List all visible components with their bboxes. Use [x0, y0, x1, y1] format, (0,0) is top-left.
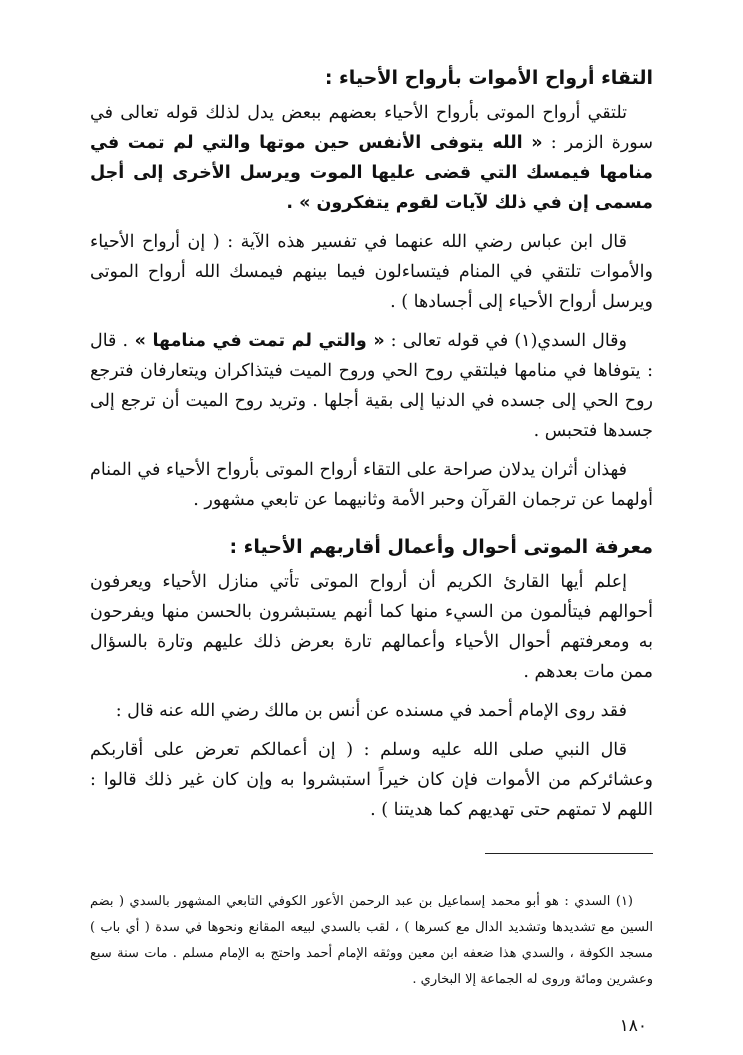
suddi-lead-text: وقال السدي(١) في قوله تعالى :	[384, 331, 627, 351]
section-heading-dead-knowing: معرفة الموتى أحوال وأعمال أقاربهم الأحياء :	[229, 536, 653, 558]
paragraph-suddi	[90, 326, 653, 446]
paragraph-intro-text: تلتقي أرواح الموتى بأرواح الأحياء بعضهم ببعض يدل لذلك قوله تعالى في سورة الزمر :	[90, 103, 653, 153]
paragraph-hadith: قال النبي صلى الله عليه وسلم : ( إن أعمالكم تعرض على أقاربكم وعشائركم من الأموات فإن كان خيراً استبشروا به وإن كان غير ذلك قالوا : اللهم لا تمتهم حتى تهديهم كما هديتنا ) .	[90, 740, 653, 820]
section-heading-souls-meeting: التقاء أرواح الأموات بأرواح الأحياء :	[324, 67, 653, 89]
page-number: ١٨٠	[619, 1016, 647, 1036]
footnote-suddi: (١) السدي : هو أبو محمد إسماعيل بن عبد الرحمن الأعور الكوفي التابعي المشهور بالسدي ( بضم السين مع تشديدها وتشديد الدال مع كسرها ) ، لقب بالسدي لبيعه المقانع ونحوها في سدة ( أي باب ) مسجد الكوفة ، والسدي هذا ضعفه ابن معين ووثقه الإمام أحمد واحتج به الإمام مسلم . مات سنة سبع وعشرين ومائة وروى له الجماعة إلا البخاري .	[90, 894, 653, 987]
suddi-quote: « والتي لم تمت في منامها »	[128, 331, 385, 351]
quran-quote: « الله يتوفى الأنفس حين موتها والتي لم تمت في منامها فيمسك التي قضى عليها الموت ويرسل الأخرى إلى أجل مسمى إن في ذلك لآيات لقوم يتفكرون » .	[90, 133, 653, 213]
footnote-divider	[485, 853, 653, 854]
paragraph-imam-ahmad: فقد روى الإمام أحمد في مسنده عن أنس بن مالك رضي الله عنه قال :	[115, 701, 627, 721]
paragraph-quran-verse	[90, 98, 653, 218]
paragraph-ibn-abbas: قال ابن عباس رضي الله عنهما في تفسير هذه الآية : ( إن أرواح الأحياء والأموات تلتقي في المنام فيتساءلون فيما بينهم فيمسك الله أرواح الموتى ويرسل أرواح الأحياء إلى أجسادها ) .	[90, 232, 653, 312]
paragraph-conclusion: فهذان أثران يدلان صراحة على التقاء أرواح الموتى بأرواح الأحياء في المنام أولهما عن ترجمان القرآن وحبر الأمة وثانيهما عن تابعي مشهور .	[90, 460, 653, 510]
paragraph-know-reader: إعلم أيها القارئ الكريم أن أرواح الموتى تأتي منازل الأحياء ويعرفون أحوالهم فيتألمون من السيء منها كما أنهم يستبشرون بالحسن منها ويفرحون به ومعرفتهم أحوال الأحياء وأعمالهم تارة بعرض ذلك عليهم وتارة بالسؤال ممن مات بعدهم .	[90, 572, 653, 682]
suddi-explanation: . قال : يتوفاها في منامها فيلتقي روح الحي وروح الميت فيتذاكران ويتعارفان فترجع روح الحي إلى جسده في الدنيا إلى بقية أجلها . وتريد روح الميت أن ترجع إلى جسدها فتحبس .	[90, 331, 653, 441]
